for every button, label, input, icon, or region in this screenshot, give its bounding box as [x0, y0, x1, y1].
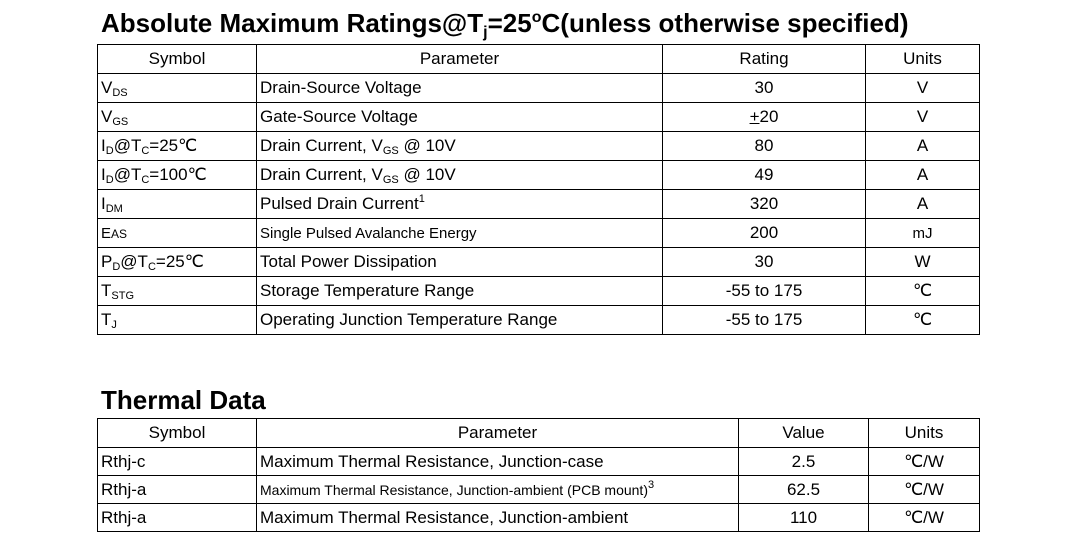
symbol-cell: $V_{DS}$	[98, 74, 257, 103]
table-row	[98, 103, 980, 132]
table-row	[98, 248, 980, 277]
symbol-cell: Rthj-a	[98, 476, 257, 504]
symbol-cell: $V_{GS}$	[98, 103, 257, 132]
unit-cell: ℃/W	[869, 448, 980, 476]
header-symbol: Symbol	[98, 419, 257, 448]
symbol-cell: $I_D@T_C=25℃$	[98, 132, 257, 161]
parameter-cell: Operating Junction Temperature Range	[257, 306, 663, 335]
header-parameter: Parameter	[257, 419, 739, 448]
table-row	[98, 190, 980, 219]
table-row	[98, 306, 980, 335]
symbol-cell: EAS	[98, 219, 257, 248]
symbol-cell: $T_J$	[98, 306, 257, 335]
value-cell: 110	[739, 504, 869, 532]
parameter-cell: Single Pulsed Avalanche Energy	[257, 219, 663, 248]
value-cell: 2.5	[739, 448, 869, 476]
symbol-cell: $I_{DM}$	[98, 190, 257, 219]
rating-cell: -55 to 175	[663, 277, 866, 306]
table-row	[98, 161, 980, 190]
table-row	[98, 219, 980, 248]
parameter-cell: Maximum Thermal Resistance, Junction-case	[257, 448, 739, 476]
parameter-cell: Gate-Source Voltage	[257, 103, 663, 132]
table-row	[98, 132, 980, 161]
rating-cell: +20	[663, 103, 866, 132]
symbol-cell: $I_D@T_C=100℃$	[98, 161, 257, 190]
unit-cell: ℃/W	[869, 476, 980, 504]
parameter-cell: Maximum Thermal Resistance, Junction-ambient	[257, 504, 739, 532]
ratings-table	[97, 44, 980, 335]
table-row	[98, 277, 980, 306]
rating-cell: 80	[663, 132, 866, 161]
parameter-cell: Drain Current, $V_{GS}$ @ 10V	[257, 161, 663, 190]
table-row	[98, 476, 980, 504]
header-units: Units	[866, 45, 980, 74]
symbol-cell: Rthj-c	[98, 448, 257, 476]
rating-cell: 49	[663, 161, 866, 190]
unit-cell: ℃	[866, 306, 980, 335]
thermal-table	[97, 418, 980, 532]
parameter-cell: Drain-Source Voltage	[257, 74, 663, 103]
unit-cell: V	[866, 74, 980, 103]
table-row	[98, 448, 980, 476]
rating-cell: 30	[663, 74, 866, 103]
header-units: Units	[869, 419, 980, 448]
unit-cell: ℃/W	[869, 504, 980, 532]
header-rating: Rating	[663, 45, 866, 74]
unit-cell: ℃	[866, 277, 980, 306]
parameter-cell: Storage Temperature Range	[257, 277, 663, 306]
header-parameter: Parameter	[257, 45, 663, 74]
parameter-cell: Maximum Thermal Resistance, Junction-ambient (PCB mount)$^3$	[257, 476, 739, 504]
table-header-row	[98, 419, 980, 448]
header-value: Value	[739, 419, 869, 448]
header-symbol: Symbol	[98, 45, 257, 74]
parameter-cell: Pulsed Drain Current$^1$	[257, 190, 663, 219]
rating-cell: -55 to 175	[663, 306, 866, 335]
table-row	[98, 74, 980, 103]
value-cell: 62.5	[739, 476, 869, 504]
thermal-title: Thermal Data	[101, 385, 266, 415]
unit-cell: mJ	[866, 219, 980, 248]
symbol-cell: Rthj-a	[98, 504, 257, 532]
ratings-title: Absolute Maximum $Ratings@T_j=25^oC(unless$ otherwise specified)	[101, 8, 909, 41]
symbol-cell: $P_D@T_C=25℃$	[98, 248, 257, 277]
rating-cell: 30	[663, 248, 866, 277]
unit-cell: A	[866, 190, 980, 219]
symbol-cell: $T_{STG}$	[98, 277, 257, 306]
unit-cell: V	[866, 103, 980, 132]
unit-cell: W	[866, 248, 980, 277]
unit-cell: A	[866, 161, 980, 190]
table-row	[98, 504, 980, 532]
rating-cell: 200	[663, 219, 866, 248]
table-header-row	[98, 45, 980, 74]
rating-cell: 320	[663, 190, 866, 219]
parameter-cell: Total Power Dissipation	[257, 248, 663, 277]
parameter-cell: Drain Current, $V_{GS}$ @ 10V	[257, 132, 663, 161]
unit-cell: A	[866, 132, 980, 161]
